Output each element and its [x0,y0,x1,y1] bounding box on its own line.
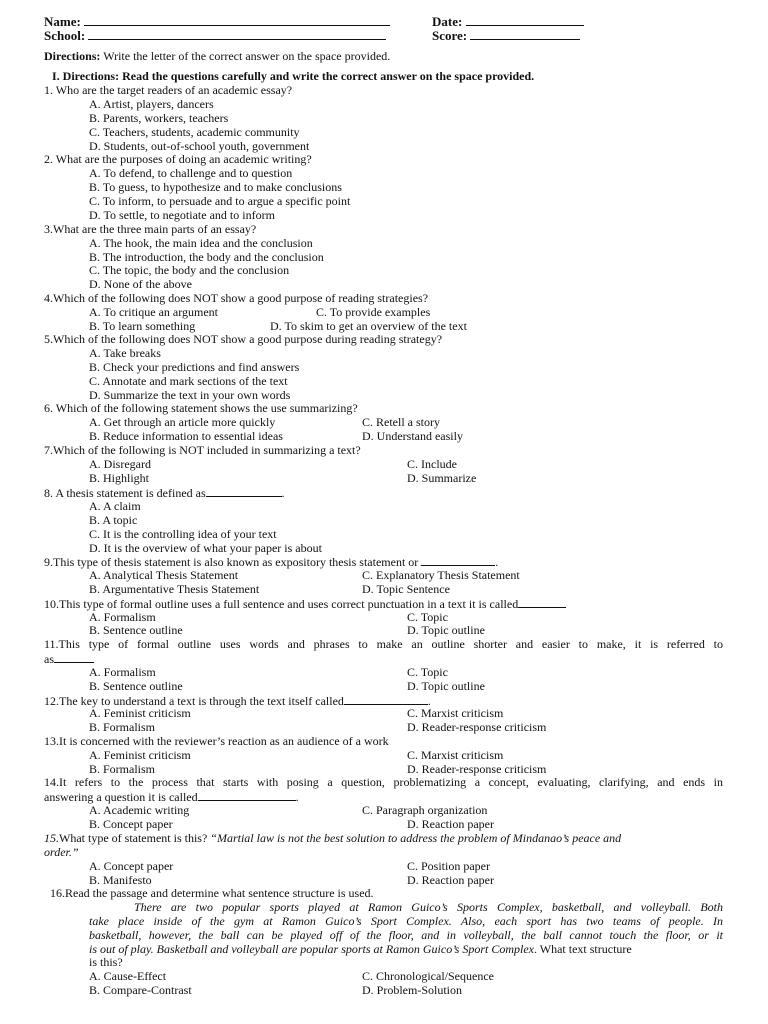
q12-option-b: B. Formalism [89,720,156,734]
q16-question-part: . What text structure [533,942,632,956]
q7-option-b: B. Highlight [89,471,150,485]
q5-option-b: B. Check your predictions and find answers [89,360,300,374]
q15-quote: “Martial law is not the best solution to address the problem of Mindanao’s peace and [210,831,622,845]
q2-option-d: D. To settle, to negotiate and to inform [89,208,275,222]
q2-option-a: A. To defend, to challenge and to question [89,166,293,180]
q16-passage-line-5: is this? [89,955,123,969]
q15-option-d: D. Reaction paper [407,873,494,887]
score-field[interactable] [470,28,580,40]
question-9: 9.This type of thesis statement is also known as expository thesis statement or . [44,555,499,569]
q1-option-d: D. Students, out-of-school youth, government [89,139,310,153]
q2-option-b: B. To guess, to hypothesize and to make conclusions [89,180,342,194]
q11-stem-end: as [44,652,54,666]
q16-passage-line-4 [89,942,723,956]
name-label: Name: [44,14,81,29]
q4-option-c: C. To provide examples [316,305,431,319]
q6-option-b: B. Reduce information to essential ideas [89,429,283,443]
school-field[interactable] [88,28,386,40]
q14-option-a: A. Academic writing [89,803,190,817]
question-14-line-2: answering a question it is called . [44,790,299,804]
question-6: 6. Which of the following statement shows the use summarizing? [44,401,358,415]
question-1: 1. Who are the target readers of an academic essay? [44,83,293,97]
q15-number: 15. [44,831,59,845]
score-row [432,28,580,43]
directions-label: Directions: [44,49,101,63]
q8-option-c: C. It is the controlling idea of your text [89,527,277,541]
q14-stem-end: answering a question it is called [44,790,198,804]
q12-stem: 12.The key to understand a text is through the text itself called [44,694,344,708]
q13-option-d: D. Reader-response criticism [407,762,547,776]
q9-option-c: C. Explanatory Thesis Statement [362,568,520,582]
q10-answer-blank[interactable] [518,596,566,608]
q11-answer-blank[interactable] [54,651,94,663]
question-16: 16.Read the passage and determine what sentence structure is used. [50,886,374,900]
question-3: 3.What are the three main parts of an essay? [44,222,257,236]
q13-option-a: A. Feminist criticism [89,748,191,762]
directions-text: Write the letter of the correct answer on the space provided. [103,49,391,63]
question-13: 13.It is concerned with the reviewer’s reaction as an audience of a work [44,734,389,748]
q9-option-b: B. Argumentative Thesis Statement [89,582,260,596]
section-directions: I. Directions: Read the questions carefully and write the correct answer on the space provided. [52,69,535,83]
q4-option-b: B. To learn something [89,319,196,333]
question-11-line-1: 11.This type of formal outline uses words and phrases to make an outline shorter and easier to make, it is referred to [44,637,723,651]
question-14-line-1: 14.It refers to the process that starts with posing a question, problematizing a concept, evaluating, clarifying, and ends in [44,775,723,789]
date-label: Date: [432,14,463,29]
question-2: 2. What are the purposes of doing an academic writing? [44,152,312,166]
q14-option-d: D. Reaction paper [407,817,494,831]
q5-option-c: C. Annotate and mark sections of the text [89,374,288,388]
q13-option-c: C. Marxist criticism [407,748,504,762]
question-12: 12.The key to understand a text is through the text itself called . [44,694,431,708]
q14-answer-blank[interactable] [198,789,296,801]
q9-option-a: A. Analytical Thesis Statement [89,568,239,582]
q7-option-d: D. Summarize [407,471,477,485]
q6-option-c: C. Retell a story [362,415,440,429]
question-15-line-1 [44,831,621,845]
q15-option-a: A. Concept paper [89,859,174,873]
q11-option-d: D. Topic outline [407,679,485,693]
question-10 [44,596,566,611]
q7-option-a: A. Disregard [89,457,151,471]
q9-answer-blank[interactable] [421,554,495,566]
q16-option-b: B. Compare-Contrast [89,983,192,997]
q12-option-a: A. Feminist criticism [89,706,191,720]
q16-option-d: D. Problem-Solution [362,983,463,997]
q8-option-b: B. A topic [89,513,138,527]
q11-option-b: B. Sentence outline [89,679,183,693]
directions [44,49,390,63]
q13-option-b: B. Formalism [89,762,156,776]
q5-option-d: D. Summarize the text in your own words [89,388,291,402]
q16-passage-line-2: take place inside of the gym at Ramon Guico’s Sport Complex. Also, each sport has two teams of people. In [89,914,723,928]
q11-option-a: A. Formalism [89,665,156,679]
q16-passage-line-3: basketball, however, the ball can be played off of the floor, and in volleyball, the ball cannot touch the floor, or it [89,928,723,942]
question-15-line-2: order.” [44,845,79,859]
q8-option-a: A. A claim [89,499,141,513]
score-label: Score: [432,28,468,43]
question-5: 5.Which of the following does NOT show a good purpose during reading strategy? [44,332,443,346]
q10-option-b: B. Sentence outline [89,623,183,637]
date-field[interactable] [466,14,584,26]
q15-option-b: B. Manifesto [89,873,152,887]
q8-answer-blank[interactable] [206,485,282,497]
q5-option-a: A. Take breaks [89,346,161,360]
q12-option-d: D. Reader-response criticism [407,720,547,734]
q7-option-c: C. Include [407,457,457,471]
q12-answer-blank[interactable] [344,693,428,705]
q2-option-c: C. To inform, to persuade and to argue a specific point [89,194,351,208]
q1-option-a: A. Artist, players, dancers [89,97,214,111]
q16-passage-end: is out of play. Basketball and volleyball are popular sports at Ramon Guico’s Sport Complex [89,942,534,956]
q3-option-a: A. The hook, the main idea and the conclusion [89,236,313,250]
q15-option-c: C. Position paper [407,859,490,873]
q16-option-a: A. Cause-Effect [89,969,167,983]
question-11-line-2 [44,651,94,666]
name-row [44,14,390,29]
q9-option-d: D. Topic Sentence [362,582,450,596]
q8-stem: 8. A thesis statement is defined as [44,486,206,500]
q11-option-c: C. Topic [407,665,448,679]
q6-option-a: A. Get through an article more quickly [89,415,276,429]
q10-option-a: A. Formalism [89,610,156,624]
q16-passage-line-1: There are two popular sports played at Ramon Guico’s Sports Complex, basketball, and volleyball. Both [134,900,723,914]
school-label: School: [44,28,86,43]
q4-option-d: D. To skim to get an overview of the text [270,319,467,333]
q1-option-b: B. Parents, workers, teachers [89,111,229,125]
question-7: 7.Which of the following is NOT included in summarizing a text? [44,443,361,457]
q3-option-b: B. The introduction, the body and the conclusion [89,250,324,264]
date-row [432,14,584,29]
question-8: 8. A thesis statement is defined as . [44,486,285,500]
q4-option-a: A. To critique an argument [89,305,219,319]
q14-option-b: B. Concept paper [89,817,173,831]
q1-option-c: C. Teachers, students, academic community [89,125,300,139]
q10-option-c: C. Topic [407,610,448,624]
q14-option-c: C. Paragraph organization [362,803,488,817]
q16-option-c: C. Chronological/Sequence [362,969,494,983]
q10-option-d: D. Topic outline [407,623,485,637]
question-4: 4.Which of the following does NOT show a good purpose of reading strategies? [44,291,429,305]
q15-stem: What type of statement is this? [59,831,208,845]
school-row [44,28,386,43]
q8-option-d: D. It is the overview of what your paper is about [89,541,322,555]
q12-option-c: C. Marxist criticism [407,706,504,720]
name-field[interactable] [84,14,390,26]
q3-option-d: D. None of the above [89,277,192,291]
q6-option-d: D. Understand easily [362,429,463,443]
q3-option-c: C. The topic, the body and the conclusion [89,263,290,277]
q9-stem: 9.This type of thesis statement is also known as expository thesis statement or [44,555,419,569]
q10-stem: 10.This type of formal outline uses a full sentence and uses correct punctuation in a text it is called [44,597,519,611]
